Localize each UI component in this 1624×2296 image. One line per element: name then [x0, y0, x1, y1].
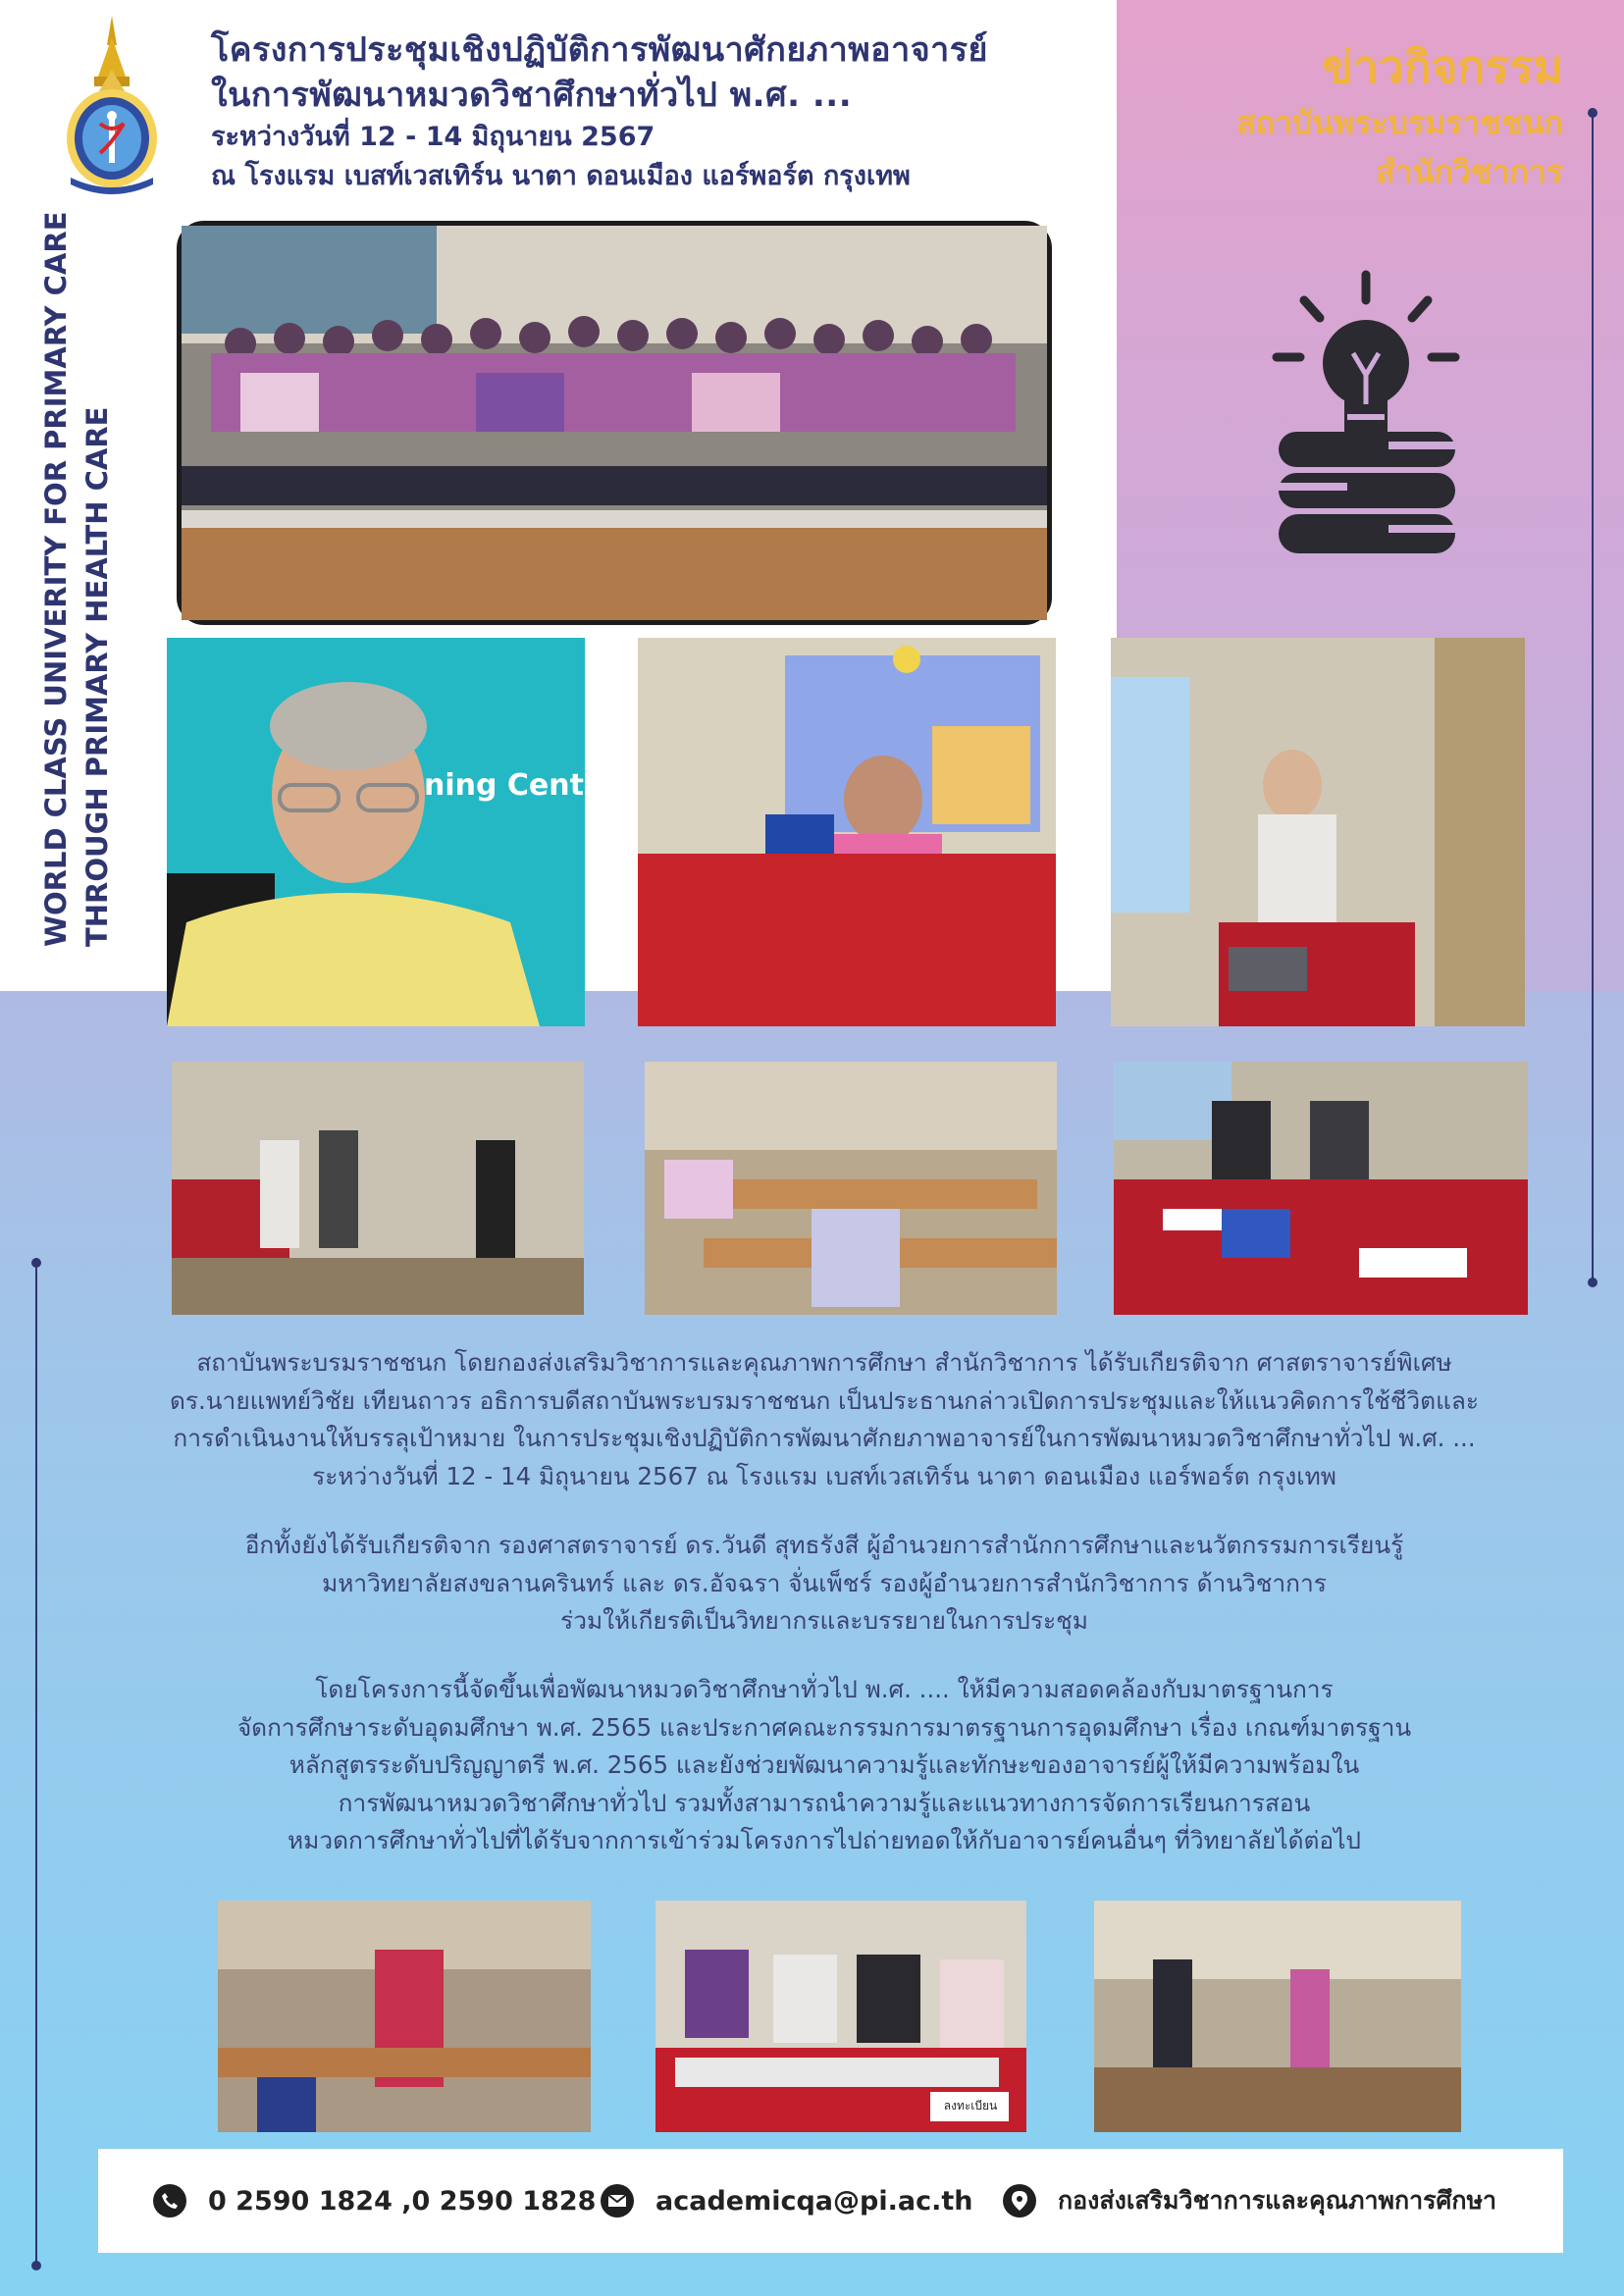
news-org-line1: สถาบันพระบรมราชชนก	[1236, 104, 1563, 141]
paragraph-line: การดำเนินงานให้บรรลุเป้าหมาย ในการประชุมเชิงปฏิบัติการพัฒนาศักยภาพอาจารย์ในการพัฒนาหมวดวิชาศึกษาทั่วไป พ.ศ. ...	[173, 1424, 1476, 1452]
opening-speech-photo	[638, 638, 1056, 1026]
slogan-line1: WORLD CLASS UNIVERITY FOR PRIMARY CARE	[39, 211, 73, 947]
body-paragraph-1	[147, 1344, 1501, 1495]
event-title-line2: ในการพัฒนาหมวดวิชาศึกษาทั่วไป พ.ศ. ...	[211, 76, 853, 115]
paragraph-line: โดยโครงการนี้จัดขึ้นเพื่อพัฒนาหมวดวิชาศึกษาทั่วไป พ.ศ. .... ให้มีความสอดคล้องกับมาตรฐานการ	[315, 1675, 1334, 1703]
paragraph-line: มหาวิทยาลัยสงขลานครินทร์ และ ดร.อัจฉรา จั่นเพ็ชร์ รองผู้อำนวยการสำนักวิชาการ ด้านวิชาการ	[322, 1568, 1327, 1597]
location-pin-icon	[1003, 2184, 1036, 2218]
event-title-line1: โครงการประชุมเชิงปฏิบัติการพัฒนาศักยภาพอาจารย์	[211, 30, 988, 70]
registration-sign-text: ลงทะเบียน	[943, 2099, 998, 2113]
moderators-table-photo	[1114, 1062, 1528, 1315]
contact-footer	[98, 2149, 1563, 2253]
paragraph-line: การพัฒนาหมวดวิชาศึกษาทั่วไป รวมทั้งสามารถนำความรู้และแนวทางการจัดการเรียนการสอน	[338, 1788, 1311, 1817]
email-icon	[601, 2184, 634, 2218]
divider-dot	[1588, 108, 1598, 118]
email-address[interactable]: academicqa@pi.ac.th	[655, 2185, 973, 2217]
paragraph-line: อีกทั้งยังได้รับเกียรติจาก รองศาสตราจารย์ ดร.วันดี สุทธรังสี ผู้อำนวยการสำนักการศึกษาและนวัตกรรมการเรียนรู้	[244, 1531, 1404, 1559]
speaker-microphone-photo	[1111, 638, 1525, 1026]
registration-desk-photo	[655, 1901, 1026, 2132]
body-paragraph-3	[147, 1671, 1501, 1860]
event-date: ระหว่างวันที่ 12 - 14 มิถุนายน 2567	[211, 122, 655, 152]
news-title-block	[1236, 35, 1563, 196]
right-divider-line	[1592, 108, 1594, 1283]
news-heading: ข่าวกิจกรรม	[1322, 40, 1563, 93]
left-divider-line	[35, 1258, 37, 2267]
news-org-line2: สำนักวิชาการ	[1376, 153, 1563, 190]
vertical-slogan	[35, 211, 118, 947]
participant-question-photo	[218, 1901, 591, 2132]
footer-phone	[153, 2149, 596, 2253]
institute-crest-icon	[61, 16, 163, 192]
footer-location	[1003, 2149, 1496, 2253]
zoom-speaker-photo	[167, 638, 619, 1026]
phone-icon	[153, 2184, 186, 2218]
training-center-sign-text: ning Center	[424, 768, 619, 803]
slogan-line2: THROUGH PRIMARY HEALTH CARE	[80, 406, 114, 947]
phone-number: 0 2590 1824 ,0 2590 1828	[208, 2185, 597, 2217]
paragraph-line: ระหว่างวันที่ 12 - 14 มิถุนายน 2567 ณ โรงแรม เบสท์เวสเทิร์น นาตา ดอนเมือง แอร์พอร์ต กรุงเทพ	[312, 1461, 1336, 1490]
paragraph-line: ร่วมให้เกียรติเป็นวิทยากรและบรรยายในการประชุม	[560, 1606, 1088, 1635]
paragraph-line: สถาบันพระบรมราชชนก โดยกองส่งเสริมวิชาการและคุณภาพการศึกษา สำนักวิชาการ ได้รับเกียรติจาก ศาสตราจารย์พิเศษ	[196, 1348, 1452, 1377]
paragraph-line: หมวดการศึกษาทั่วไปที่ได้รับจากการเข้าร่วมโครงการไปถ่ายทอดให้กับอาจารย์คนอื่นๆ ที่วิทยาลัยได้ต่อไป	[288, 1826, 1361, 1854]
event-venue: ณ โรงแรม เบสท์เวสเทิร์น นาตา ดอนเมือง แอร์พอร์ต กรุงเทพ	[211, 161, 911, 191]
paragraph-line: จัดการศึกษาระดับอุดมศึกษา พ.ศ. 2565 และประกาศคณะกรรมการมาตรฐานการอุดมศึกษา เรื่อง เกณฑ์มาตรฐาน	[236, 1712, 1412, 1742]
divider-dot	[1588, 1278, 1598, 1287]
department-name: กองส่งเสริมวิชาการและคุณภาพการศึกษา	[1058, 2186, 1497, 2215]
group-activity-photo	[1094, 1901, 1461, 2132]
divider-dot	[31, 2261, 41, 2270]
body-paragraph-2	[147, 1527, 1501, 1641]
paragraph-line: ดร.นายแพทย์วิชัย เทียนถาวร อธิการบดีสถาบันพระบรมราชชนก เป็นประธานกล่าวเปิดการประชุมและให้แนวคิดการใช้ชีวิตและ	[169, 1385, 1480, 1415]
event-title-block	[211, 27, 1094, 196]
group-photo	[177, 221, 1052, 625]
divider-dot	[31, 1258, 41, 1268]
workshop-audience-photo	[645, 1062, 1057, 1315]
lightbulb-books-icon	[1271, 267, 1462, 561]
speakers-panel-photo	[172, 1062, 584, 1315]
paragraph-line: หลักสูตรระดับปริญญาตรี พ.ศ. 2565 และยังช่วยพัฒนาความรู้และทักษะของอาจารย์ผู้ให้มีความพร้อมใน	[288, 1750, 1360, 1779]
footer-email	[601, 2149, 972, 2253]
